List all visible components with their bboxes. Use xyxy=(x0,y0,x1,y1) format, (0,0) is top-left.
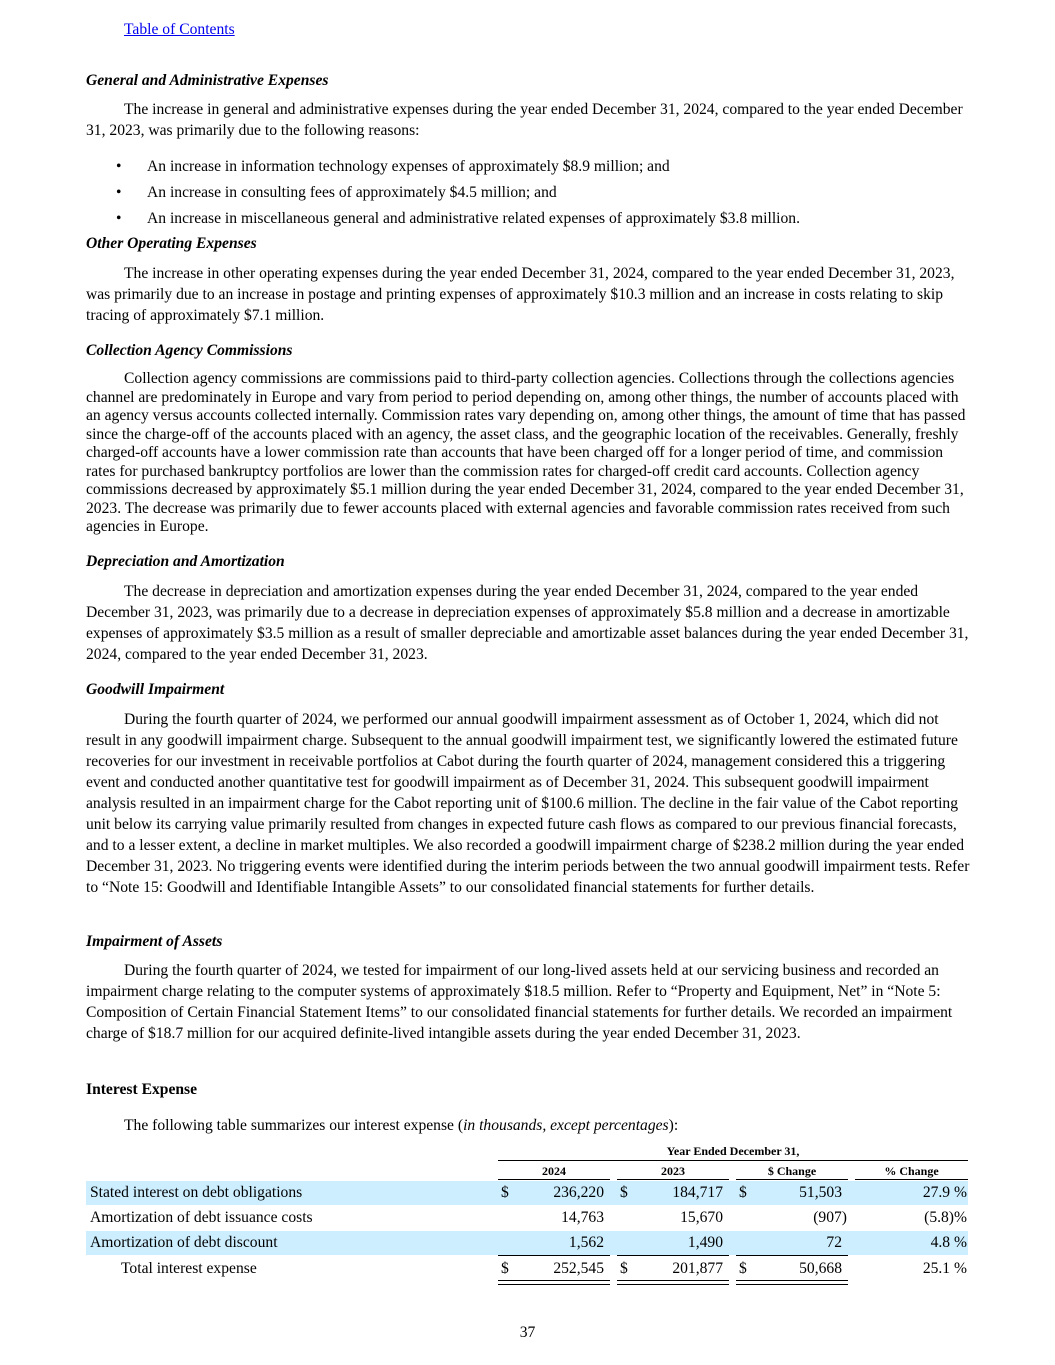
collection-text: Collection agency commissions are commissions paid to third-party collection agencies. Collections through the collections agencies channel are predominately in Europe and vary from period to period depending on, among other things, the number of accounts placed with an agency versus accounts collected internally. Commission rates vary depending on, among other things, the amount of time that has passed since the charge-off of the accounts placed with an agency, the asset class, and the geographic location of the receivables. Generally, freshly charged-off accounts have a lower commission rate than accounts that have been charged off for a longer period of time, and commission rates for purchased bankruptcy portfolios are lower than the commission rates for charged-off credit card accounts. Collection agency commissions decreased by approximately $5.1 million during the year ended December 31, 2024, compared to the year ended December 31, 2023. The decrease was primarily due to fewer accounts placed with external agencies and favorable commission rates received from such agencies in Europe. xyxy=(86,370,966,535)
table-row xyxy=(86,1231,968,1255)
value-2024: 236,220 xyxy=(553,1184,604,1201)
impairment-heading: Impairment of Assets xyxy=(86,933,223,950)
col-rule xyxy=(736,1179,848,1180)
ga-heading: General and Administrative Expenses xyxy=(86,72,329,89)
subtotal-rule xyxy=(736,1255,848,1256)
value-pct-change: (5.8)% xyxy=(924,1209,967,1226)
col-2023: 2023 xyxy=(661,1164,685,1178)
currency-symbol: $ xyxy=(501,1260,509,1277)
subtotal-rule xyxy=(617,1255,729,1256)
value-dollar-change: 50,668 xyxy=(799,1260,842,1277)
value-dollar-change: (907) xyxy=(813,1209,847,1226)
currency-symbol: $ xyxy=(620,1260,628,1277)
bullet-icon: • xyxy=(116,210,122,227)
value-2024: 1,562 xyxy=(568,1234,604,1251)
table-row xyxy=(86,1181,968,1205)
col-2024: 2024 xyxy=(542,1164,566,1178)
row-label: Amortization of debt discount xyxy=(90,1234,278,1251)
col-rule xyxy=(617,1179,729,1180)
value-2024: 14,763 xyxy=(561,1209,604,1226)
value-2024: 252,545 xyxy=(553,1260,604,1277)
other-op-heading: Other Operating Expenses xyxy=(86,235,257,252)
currency-symbol: $ xyxy=(739,1184,747,1201)
impairment-text: During the fourth quarter of 2024, we tested for impairment of our long-lived assets held at our servicing business and recorded an impairment charge relating to the computer systems of approximately $18.5 million. Refer to “Property and Equipment, Net” in “Note 5: Composition of Certain Financial Statement Items” to our consolidated financial statements for further details. We recorded an impairment charge of $18.7 million for our acquired definite-lived intangible assets during the year ended December 31, 2023. xyxy=(86,962,953,1042)
subtotal-rule xyxy=(498,1255,610,1256)
total-double-rule xyxy=(617,1280,729,1285)
col-dollar-change: $ Change xyxy=(767,1164,817,1178)
value-2023: 184,717 xyxy=(672,1184,723,1201)
value-pct-change: 4.8 % xyxy=(930,1234,967,1251)
currency-symbol: $ xyxy=(739,1260,747,1277)
header-rule xyxy=(498,1160,968,1161)
goodwill-text: During the fourth quarter of 2024, we performed our annual goodwill impairment assessment as of October 1, 2024, which did not result in any goodwill impairment charge. Subsequent to the annual goodwill impairment test, we significantly lowered the estimated future recoveries for our investment in receivable portfolios at Cabot during the fourth quarter of 2024, management considered this a triggering event and conducted another quantitative test for goodwill impairment as of December 31, 2024. This subsequent goodwill impairment analysis resulted in an impairment charge for the Cabot reporting unit of $100.6 million. The decline in the fair value of the Cabot reporting unit below its carrying value primarily resulted from changes in expected future cash flows as compared to our previous financial forecasts, and to a lesser extent, a decline in market multiples. We also recorded a goodwill impairment charge of $238.2 million during the year ended December 31, 2023. No triggering events were identified during the interim periods between the two annual goodwill impairment tests. Refer to “Note 15: Goodwill and Identifiable Intangible Assets” to our consolidated financial statements for further details. xyxy=(86,711,970,896)
collection-heading: Collection Agency Commissions xyxy=(86,342,293,359)
value-dollar-change: 72 xyxy=(826,1234,842,1251)
value-pct-change: 27.9 % xyxy=(922,1184,967,1201)
interest-heading: Interest Expense xyxy=(86,1081,198,1098)
bullet-icon: • xyxy=(116,158,122,175)
total-double-rule xyxy=(736,1280,848,1285)
page-number: 37 xyxy=(519,1324,536,1341)
col-rule xyxy=(855,1179,968,1180)
row-label: Total interest expense xyxy=(121,1260,257,1277)
goodwill-heading: Goodwill Impairment xyxy=(86,681,225,698)
currency-symbol: $ xyxy=(501,1184,509,1201)
bullet-icon: • xyxy=(116,184,122,201)
other-op-text: The increase in other operating expenses during the year ended December 31, 2024, compared to the year ended December 31, 2023, was primarily due to an increase in postage and printing expenses of approximately $10.3 million and an increase in costs relating to skip tracing of approximately $7.1 million. xyxy=(86,265,955,324)
col-rule xyxy=(498,1179,610,1180)
row-label: Stated interest on debt obligations xyxy=(90,1184,303,1201)
depreciation-heading: Depreciation and Amortization xyxy=(86,553,285,570)
value-2023: 1,490 xyxy=(687,1234,723,1251)
table-group-header: Year Ended December 31, xyxy=(666,1144,800,1158)
col-pct-change: % Change xyxy=(884,1164,939,1178)
ga-intro: The increase in general and administrative expenses during the year ended December 31, 2024, compared to the year ended December 31, 2023, was primarily due to the following reasons: xyxy=(86,101,963,139)
value-dollar-change: 51,503 xyxy=(799,1184,842,1201)
value-pct-change: 25.1 % xyxy=(922,1260,967,1277)
table-row-total xyxy=(86,1257,968,1281)
depreciation-text: The decrease in depreciation and amortization expenses during the year ended December 31, 2024, compared to the year ended December 31, 2023, was primarily due to a decrease in depreciation expenses of approximately $5.8 million and a decrease in amortizable expenses of approximately $3.5 million as a result of smaller depreciable and amortizable asset balances during the year ended December 31, 2024, compared to the year ended December 31, 2023. xyxy=(86,583,969,663)
row-label: Amortization of debt issuance costs xyxy=(90,1209,313,1226)
total-double-rule xyxy=(498,1280,610,1285)
value-2023: 201,877 xyxy=(672,1260,723,1277)
interest-intro: The following table summarizes our interest expense (in thousands, except percentages): xyxy=(124,1117,679,1134)
table-row xyxy=(86,1206,968,1230)
value-2023: 15,670 xyxy=(680,1209,723,1226)
currency-symbol: $ xyxy=(620,1184,628,1201)
table-of-contents-link[interactable]: Table of Contents xyxy=(124,21,235,38)
